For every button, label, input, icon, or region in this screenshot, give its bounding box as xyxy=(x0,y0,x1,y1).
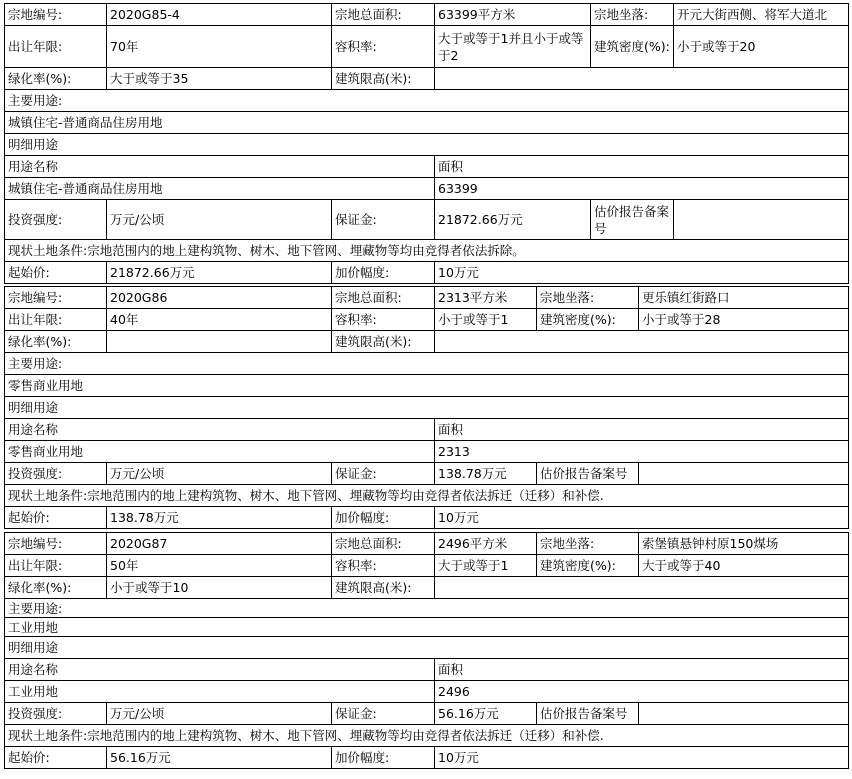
building-density-label: 建筑密度(%): xyxy=(537,309,639,331)
far-value: 大于或等于1 xyxy=(435,555,537,577)
total-area-label: 宗地总面积: xyxy=(332,4,435,26)
appraisal-record-value xyxy=(639,463,849,485)
far-value: 大于或等于1并且小于或等于2 xyxy=(435,26,591,68)
parcel-no-label: 宗地编号: xyxy=(5,533,107,555)
current-condition xyxy=(5,485,849,507)
investment-intensity-label: 投资强度: xyxy=(5,703,107,725)
greening-rate-label: 绿化率(%): xyxy=(5,68,107,90)
height-limit-value xyxy=(435,331,849,353)
use-name-value: 城镇住宅-普通商品住房用地 xyxy=(5,178,435,200)
use-name-value: 工业用地 xyxy=(5,681,435,703)
use-name-value: 零售商业用地 xyxy=(5,441,435,463)
appraisal-record-value xyxy=(639,703,849,725)
increment-value: 10万元 xyxy=(435,507,849,529)
lease-term-label: 出让年限: xyxy=(5,26,107,68)
starting-price-label: 起始价: xyxy=(5,262,107,284)
increment-label: 加价幅度: xyxy=(332,262,435,284)
main-use-label: 主要用途: xyxy=(5,90,849,112)
use-area-value: 63399 xyxy=(435,178,849,200)
location-label: 宗地坐落: xyxy=(537,287,639,309)
deposit-label: 保证金: xyxy=(332,200,435,240)
deposit-value: 138.78万元 xyxy=(435,463,537,485)
parcel-table-3 xyxy=(4,532,848,769)
parcel-no-value: 2020G87 xyxy=(107,533,332,555)
greening-rate-value xyxy=(107,331,332,353)
appraisal-record-label: 估价报告备案号 xyxy=(537,703,639,725)
deposit-value: 21872.66万元 xyxy=(435,200,591,240)
parcel-no-label: 宗地编号: xyxy=(5,287,107,309)
lease-term-value: 50年 xyxy=(107,555,332,577)
lease-term-value: 40年 xyxy=(107,309,332,331)
detail-use-label: 明细用途 xyxy=(5,134,849,156)
appraisal-record-label: 估价报告备案号 xyxy=(537,463,639,485)
starting-price-value: 56.16万元 xyxy=(107,747,332,769)
use-name-header: 用途名称 xyxy=(5,659,435,681)
height-limit-label: 建筑限高(米): xyxy=(332,68,435,90)
investment-intensity-value: 万元/公顷 xyxy=(107,463,332,485)
lease-term-value: 70年 xyxy=(107,26,332,68)
lease-term-label: 出让年限: xyxy=(5,555,107,577)
greening-rate-label: 绿化率(%): xyxy=(5,331,107,353)
starting-price-value: 138.78万元 xyxy=(107,507,332,529)
main-use-value: 城镇住宅-普通商品住房用地 xyxy=(5,112,849,134)
area-header: 面积 xyxy=(435,156,849,178)
current-condition xyxy=(5,240,849,262)
starting-price-label: 起始价: xyxy=(5,747,107,769)
use-area-value: 2313 xyxy=(435,441,849,463)
starting-price-value: 21872.66万元 xyxy=(107,262,332,284)
current-condition xyxy=(5,725,849,747)
starting-price-label: 起始价: xyxy=(5,507,107,529)
current-condition-label: 现状土地条件: xyxy=(8,488,88,503)
parcel-no-value: 2020G85-4 xyxy=(107,4,332,26)
current-condition-value: 宗地范围内的地上建构筑物、树木、地下管网、埋藏物等均由竞得者依法拆迁（迁移）和补偿. xyxy=(87,488,604,503)
building-density-label: 建筑密度(%): xyxy=(591,26,674,68)
location-label: 宗地坐落: xyxy=(537,533,639,555)
greening-rate-value: 大于或等于35 xyxy=(107,68,332,90)
current-condition-label: 现状土地条件: xyxy=(8,728,88,743)
location-label: 宗地坐落: xyxy=(591,4,674,26)
building-density-label: 建筑密度(%): xyxy=(537,555,639,577)
area-header: 面积 xyxy=(435,659,849,681)
investment-intensity-label: 投资强度: xyxy=(5,463,107,485)
location-value: 索堡镇悬钟村原150煤场 xyxy=(639,533,849,555)
building-density-value: 小于或等于20 xyxy=(674,26,849,68)
total-area-value: 2496平方米 xyxy=(435,533,537,555)
use-name-header: 用途名称 xyxy=(5,419,435,441)
building-density-value: 大于或等于40 xyxy=(639,555,849,577)
investment-intensity-value: 万元/公顷 xyxy=(107,703,332,725)
parcel-table-1 xyxy=(4,3,848,284)
use-area-value: 2496 xyxy=(435,681,849,703)
total-area-label: 宗地总面积: xyxy=(332,287,435,309)
total-area-value: 63399平方米 xyxy=(435,4,591,26)
height-limit-value xyxy=(435,577,849,599)
current-condition-value: 宗地范围内的地上建构筑物、树木、地下管网、埋藏物等均由竞得者依法拆除。 xyxy=(87,243,525,258)
detail-use-label: 明细用途 xyxy=(5,397,849,419)
main-use-label: 主要用途: xyxy=(5,599,849,618)
detail-use-label: 明细用途 xyxy=(5,637,849,659)
greening-rate-value: 小于或等于10 xyxy=(107,577,332,599)
height-limit-value xyxy=(435,68,849,90)
increment-label: 加价幅度: xyxy=(332,507,435,529)
increment-value: 10万元 xyxy=(435,747,849,769)
investment-intensity-label: 投资强度: xyxy=(5,200,107,240)
increment-value: 10万元 xyxy=(435,262,849,284)
far-label: 容积率: xyxy=(332,26,435,68)
main-use-label: 主要用途: xyxy=(5,353,849,375)
lease-term-label: 出让年限: xyxy=(5,309,107,331)
total-area-label: 宗地总面积: xyxy=(332,533,435,555)
parcel-no-label: 宗地编号: xyxy=(5,4,107,26)
location-value: 开元大街西侧、将军大道北 xyxy=(674,4,849,26)
height-limit-label: 建筑限高(米): xyxy=(332,577,435,599)
appraisal-record-value xyxy=(674,200,849,240)
total-area-value: 2313平方米 xyxy=(435,287,537,309)
height-limit-label: 建筑限高(米): xyxy=(332,331,435,353)
location-value: 更乐镇红街路口 xyxy=(639,287,849,309)
area-header: 面积 xyxy=(435,419,849,441)
far-value: 小于或等于1 xyxy=(435,309,537,331)
parcel-no-value: 2020G86 xyxy=(107,287,332,309)
deposit-value: 56.16万元 xyxy=(435,703,537,725)
greening-rate-label: 绿化率(%): xyxy=(5,577,107,599)
current-condition-label: 现状土地条件: xyxy=(8,243,88,258)
main-use-value: 工业用地 xyxy=(5,618,849,637)
main-use-value: 零售商业用地 xyxy=(5,375,849,397)
appraisal-record-label: 估价报告备案号 xyxy=(591,200,674,240)
current-condition-value: 宗地范围内的地上建构筑物、树木、地下管网、埋藏物等均由竞得者依法拆迁（迁移）和补偿. xyxy=(87,728,604,743)
building-density-value: 小于或等于28 xyxy=(639,309,849,331)
use-name-header: 用途名称 xyxy=(5,156,435,178)
deposit-label: 保证金: xyxy=(332,463,435,485)
increment-label: 加价幅度: xyxy=(332,747,435,769)
deposit-label: 保证金: xyxy=(332,703,435,725)
far-label: 容积率: xyxy=(332,555,435,577)
investment-intensity-value: 万元/公顷 xyxy=(107,200,332,240)
far-label: 容积率: xyxy=(332,309,435,331)
parcel-table-2 xyxy=(4,286,848,529)
